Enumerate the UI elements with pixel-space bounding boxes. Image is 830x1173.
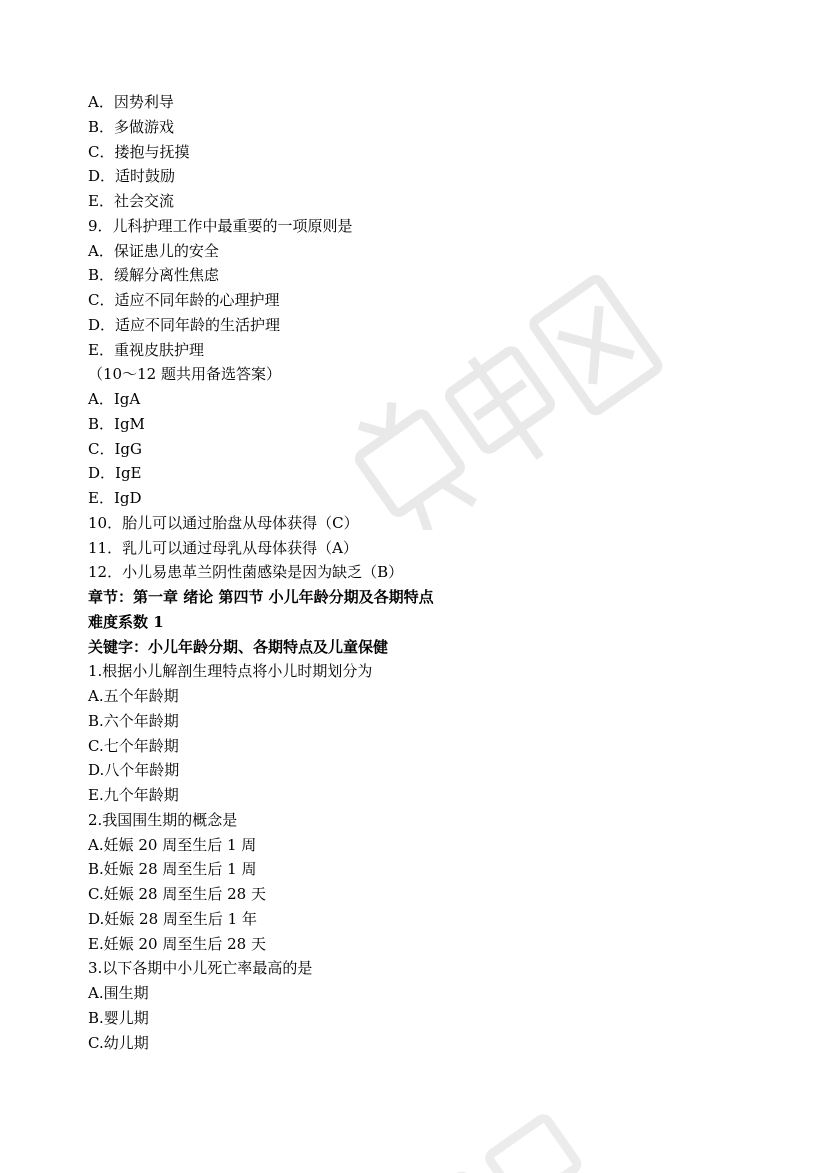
- text-line: D.八个年龄期: [88, 761, 180, 780]
- document-body: [88, 90, 788, 1055]
- text-line: C．适应不同年龄的心理护理: [88, 291, 280, 309]
- text-line: D．适时鼓励: [88, 167, 176, 186]
- text-line: D．IgE: [88, 464, 142, 483]
- text-line: A.妊娠 20 周至生后 1 周: [88, 835, 257, 854]
- text-line: A.围生期: [88, 984, 149, 1002]
- text-line: E.九个年龄期: [88, 786, 179, 804]
- text-line: （10～12 题共用备选答案）: [88, 365, 281, 384]
- text-line: A．IgA: [88, 390, 141, 408]
- text-line: 2.我国围生期的概念是: [88, 810, 238, 829]
- text-line: B．多做游戏: [88, 117, 175, 136]
- text-line: 11．乳儿可以通过母乳从母体获得（A）: [88, 538, 358, 557]
- text-line: C.七个年龄期: [88, 736, 179, 755]
- text-line: 3.以下各期中小儿死亡率最高的是: [88, 959, 313, 978]
- section-heading: 关键字：小儿年龄分期、各期特点及儿童保健: [88, 637, 389, 656]
- text-line: B．缓解分离性焦虑: [88, 266, 220, 285]
- text-line: B.妊娠 28 周至生后 1 周: [88, 860, 257, 879]
- text-line: E.妊娠 20 周至生后 28 天: [88, 934, 266, 953]
- text-line: 9．儿科护理工作中最重要的一项原则是: [88, 216, 353, 235]
- text-line: A．保证患儿的安全: [88, 241, 219, 260]
- text-line: A.五个年龄期: [88, 687, 179, 705]
- text-line: C．搂抱与抚摸: [88, 142, 190, 161]
- watermark-logo-bottom: [380, 1080, 680, 1173]
- text-line: E．重视皮肤护理: [88, 340, 204, 359]
- text-line: 10．胎儿可以通过胎盘从母体获得（C）: [88, 513, 359, 532]
- section-heading: 难度系数 1: [88, 612, 164, 631]
- text-line: B.六个年龄期: [88, 711, 179, 730]
- text-line: C．IgG: [88, 439, 142, 458]
- text-line: E．IgD: [88, 489, 142, 507]
- text-line: D．适应不同年龄的生活护理: [88, 315, 281, 334]
- text-line: 12．小儿易患革兰阴性菌感染是因为缺乏（B）: [88, 563, 404, 582]
- text-line: C.妊娠 28 周至生后 28 天: [88, 885, 266, 903]
- text-line: B.婴儿期: [88, 1008, 149, 1027]
- text-line: E．社会交流: [88, 192, 174, 210]
- section-heading: 章节：第一章 绪论 第四节 小儿年龄分期及各期特点: [88, 588, 434, 606]
- text-line: B．IgM: [88, 414, 145, 433]
- text-line: A．因势利导: [88, 93, 174, 111]
- text-line: 1.根据小儿解剖生理特点将小儿时期划分为: [88, 662, 373, 681]
- text-line: D.妊娠 28 周至生后 1 年: [88, 909, 257, 928]
- text-line: C.幼儿期: [88, 1033, 149, 1052]
